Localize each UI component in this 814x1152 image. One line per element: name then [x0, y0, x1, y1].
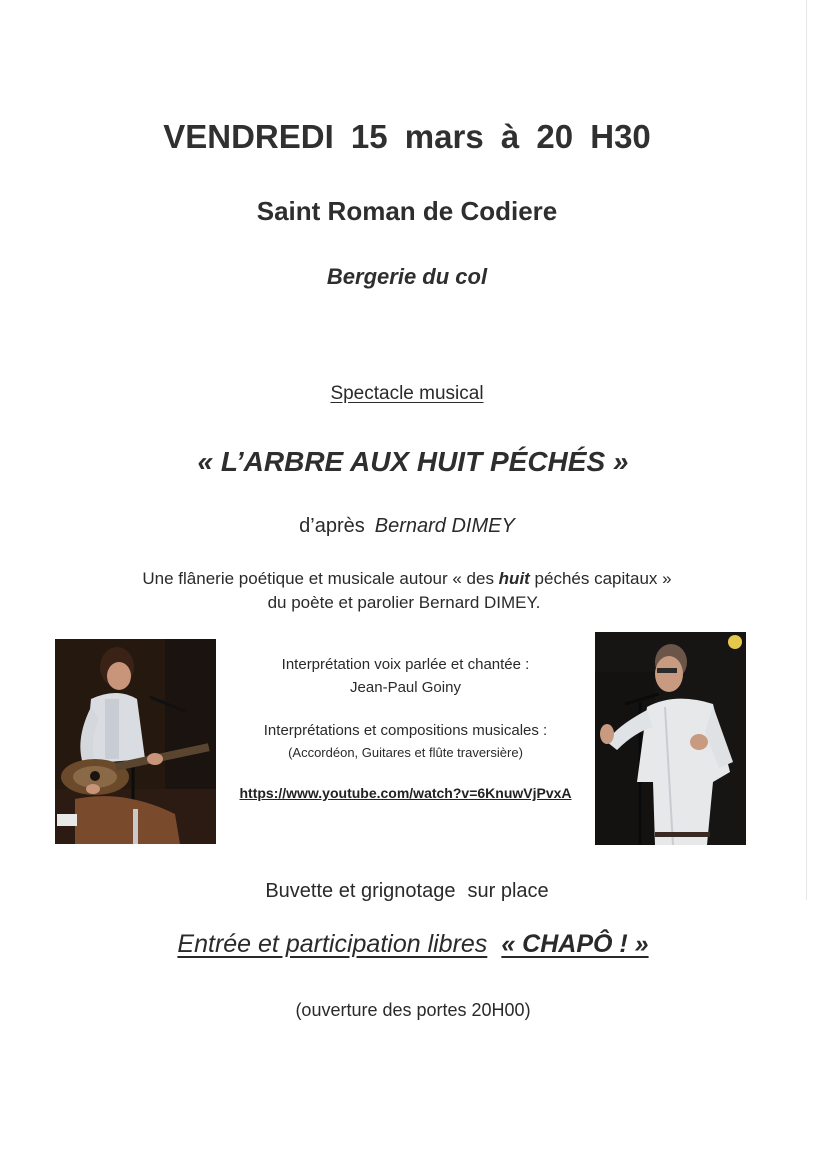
show-title: « L’ARBRE AUX HUIT PÉCHÉS »	[197, 446, 629, 477]
description-line-2: du poète et parolier Bernard DIMEY.	[267, 593, 541, 612]
refreshments-line	[0, 880, 814, 903]
entry-chapo: « CHAPÔ ! »	[501, 930, 649, 958]
refreshments-text: Buvette et grignotage	[265, 880, 456, 902]
event-date-time: VENDREDI 15 mars à 20 H30	[163, 118, 651, 155]
entry-line	[6, 930, 814, 959]
show-author-line	[0, 515, 814, 538]
description-line-1	[0, 569, 814, 589]
music-instruments: (Accordéon, Guitares et flûte traversière)	[288, 745, 523, 760]
music-credit-label: Interprétations et compositions musicales :	[263, 722, 548, 739]
after-prefix: d’après	[299, 515, 365, 537]
doors-opening: (ouverture des portes 20H00)	[295, 1000, 531, 1020]
youtube-link[interactable]: https://www.youtube.com/watch?v=6KnuwVjPvxA	[239, 785, 572, 801]
show-kind: Spectacle musical	[330, 383, 484, 404]
author-name: Bernard DIMEY	[374, 515, 515, 537]
entry-text: Entrée et participation libres	[177, 930, 488, 958]
event-location: Saint Roman de Codiere	[256, 196, 558, 226]
description-emphasis: huit	[498, 569, 530, 588]
refreshments-place: sur place	[467, 880, 549, 902]
guitarist-photo	[55, 639, 216, 844]
singer-illustration	[595, 632, 746, 845]
singer-photo	[595, 632, 746, 845]
voice-credit-label: Interprétation voix parlée et chantée :	[281, 656, 530, 673]
description-text-c: péchés capitaux »	[529, 569, 672, 588]
description-text-a: Une flânerie poétique et musicale autour « des	[142, 569, 499, 588]
event-venue: Bergerie du col	[326, 264, 488, 289]
guitarist-illustration	[55, 639, 216, 844]
voice-performer-name: Jean-Paul Goiny	[350, 679, 461, 696]
